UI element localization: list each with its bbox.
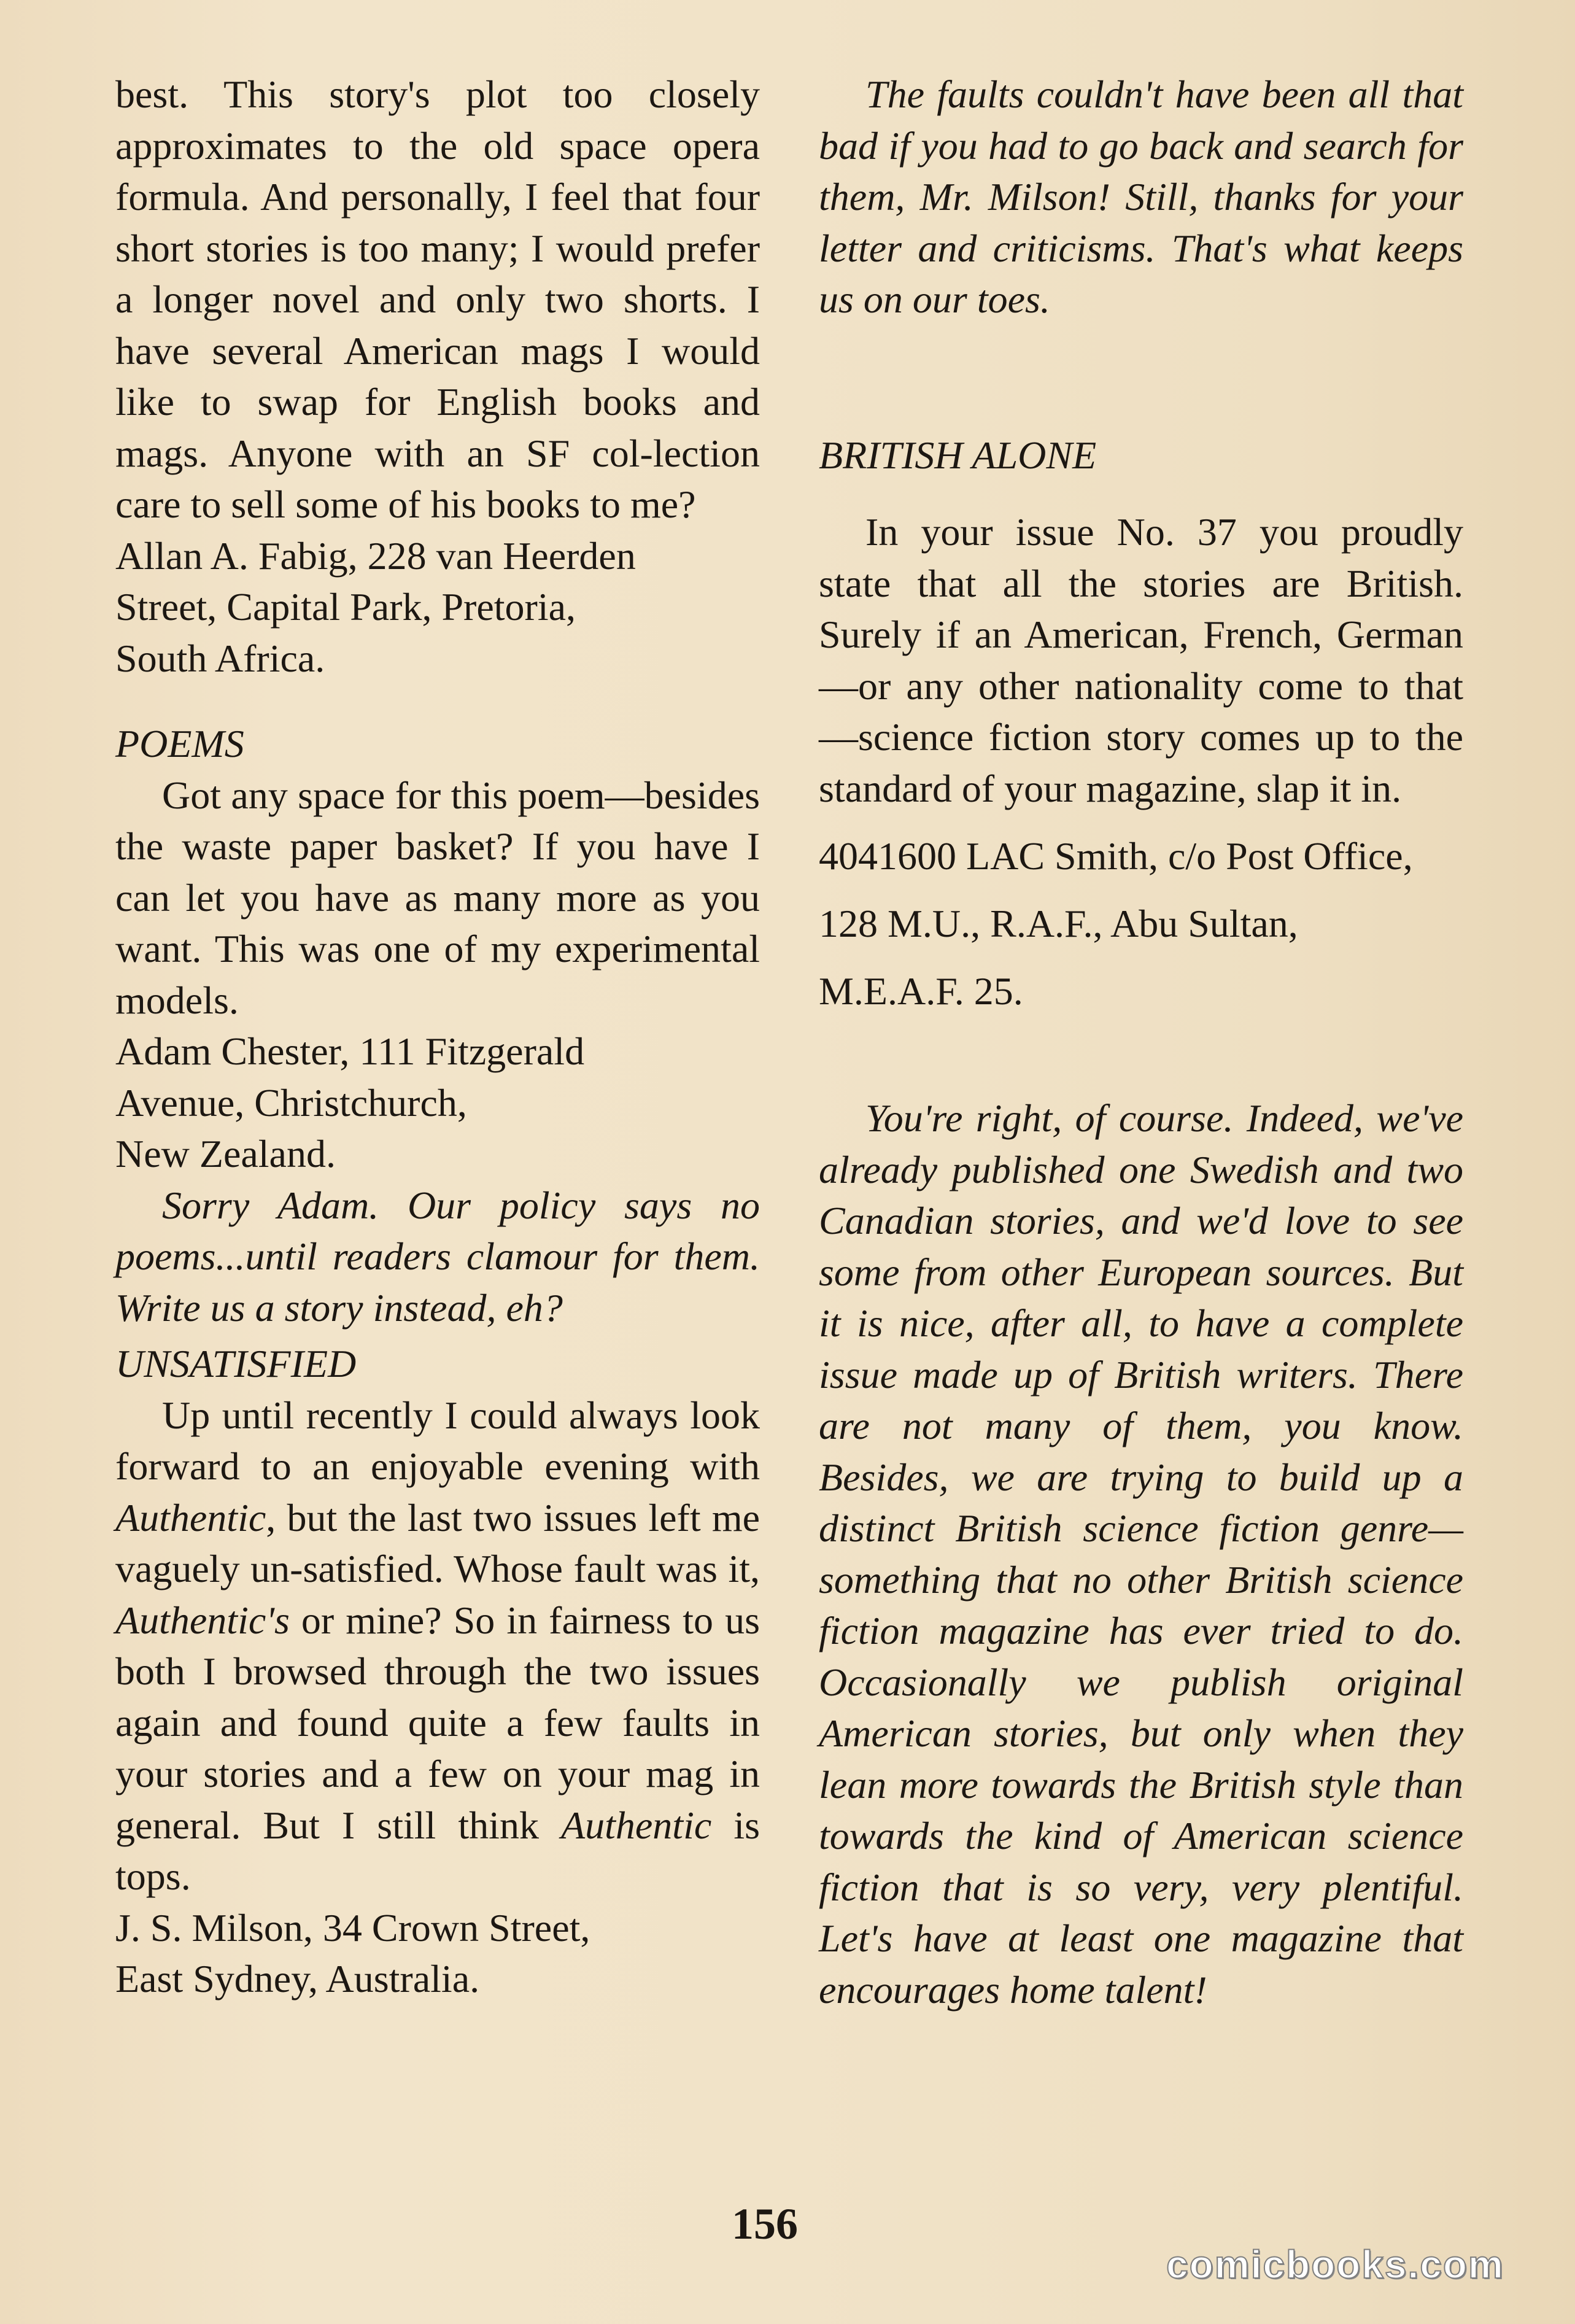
body-text: is tops. bbox=[115, 1803, 760, 1898]
address-line: Street, Capital Park, Pretoria, bbox=[115, 585, 576, 629]
address-line: 4041600 LAC Smith, c/o Post Office, bbox=[819, 834, 1413, 878]
milson-editor-reply: The faults couldn't have been all that bad if you had to go back and search for them, Mr. Milson! Still, thanks for your letter and criticisms. That's what keeps us on our toes. bbox=[819, 72, 1463, 321]
page-number: 156 bbox=[732, 2199, 798, 2248]
magazine-title: Authentic bbox=[561, 1803, 712, 1847]
unsatisfied-heading: UNSATISFIED bbox=[115, 1342, 357, 1385]
body-text: , but the last two issues left me vaguely un-satisfied. Whose fault was it, bbox=[115, 1495, 760, 1590]
body-text: or mine? So in fairness to us both I browsed through the two issues again and found quite a few faults in your stories and a few on your mag in general. But I still think bbox=[115, 1598, 760, 1847]
poems-letter-body: Got any space for this poem—besides the waste paper basket? If you have I can let you have as many more as you want. This was one of my experimental models. bbox=[115, 773, 760, 1022]
left-column bbox=[115, 69, 760, 2005]
poems-editor-reply: Sorry Adam. Our policy says no poems...until readers clamour for them. Write us a story instead, eh? bbox=[115, 1183, 760, 1330]
unsatisfied-letter-body bbox=[115, 1390, 760, 1902]
address-line: 128 M.U., R.A.F., Abu Sultan, bbox=[819, 902, 1298, 945]
right-column bbox=[819, 69, 1463, 2015]
address-line: M.E.A.F. 25. bbox=[819, 969, 1023, 1013]
address-line: New Zealand. bbox=[115, 1132, 336, 1176]
fabig-address bbox=[115, 530, 760, 684]
british-alone-heading: BRITISH ALONE bbox=[819, 433, 1097, 477]
milson-address bbox=[115, 1902, 760, 2005]
chester-address bbox=[115, 1026, 760, 1180]
poems-heading: POEMS bbox=[115, 722, 244, 765]
watermark: comicbooks.com bbox=[1166, 2242, 1504, 2287]
fabig-letter-body: best. This story's plot too closely approximates to the old space opera formula. And personally, I feel that four short stories is too many; I would prefer a longer novel and only two shorts. I have several American mags I would like to swap for English books and mags. Anyone with an SF col-lection care to sell some of his books to me? bbox=[115, 72, 760, 526]
british-alone-editor-reply: You're right, of course. Indeed, we've already published one Swedish and two Canadian stories, and we'd love to see some from other European sources. But it is nice, after all, to have a complete issue made up of British writers. There are not many of them, you know. Besides, we are trying to build up a distinct British science fiction genre—something that no other British science fiction magazine has ever tried to do. Occasionally we publish original American stories, but only when they lean more towards the British style than towards the kind of American science fiction that is so very, very plentiful. Let's have at least one magazine that encourages home talent! bbox=[819, 1096, 1463, 2012]
magazine-title: Authentic's bbox=[115, 1598, 290, 1642]
address-line: Adam Chester, 111 Fitzgerald bbox=[115, 1029, 585, 1073]
body-text: Up until recently I could always look forward to an enjoyable evening with bbox=[115, 1393, 760, 1488]
address-line: J. S. Milson, 34 Crown Street, bbox=[115, 1905, 590, 1950]
british-alone-letter-body: In your issue No. 37 you proudly state that all the stories are British. Surely if an American, French, German—or any other nationality come to that—science fiction story comes up to the standard of your magazine, slap it in. bbox=[819, 510, 1463, 810]
magazine-title: Authentic bbox=[115, 1495, 266, 1540]
address-line: Avenue, Christchurch, bbox=[115, 1080, 467, 1125]
address-line: Allan A. Fabig, 228 van Heerden bbox=[115, 533, 636, 578]
address-line: South Africa. bbox=[115, 636, 325, 680]
address-line: East Sydney, Australia. bbox=[115, 1957, 480, 2001]
smith-address bbox=[819, 823, 1463, 1025]
